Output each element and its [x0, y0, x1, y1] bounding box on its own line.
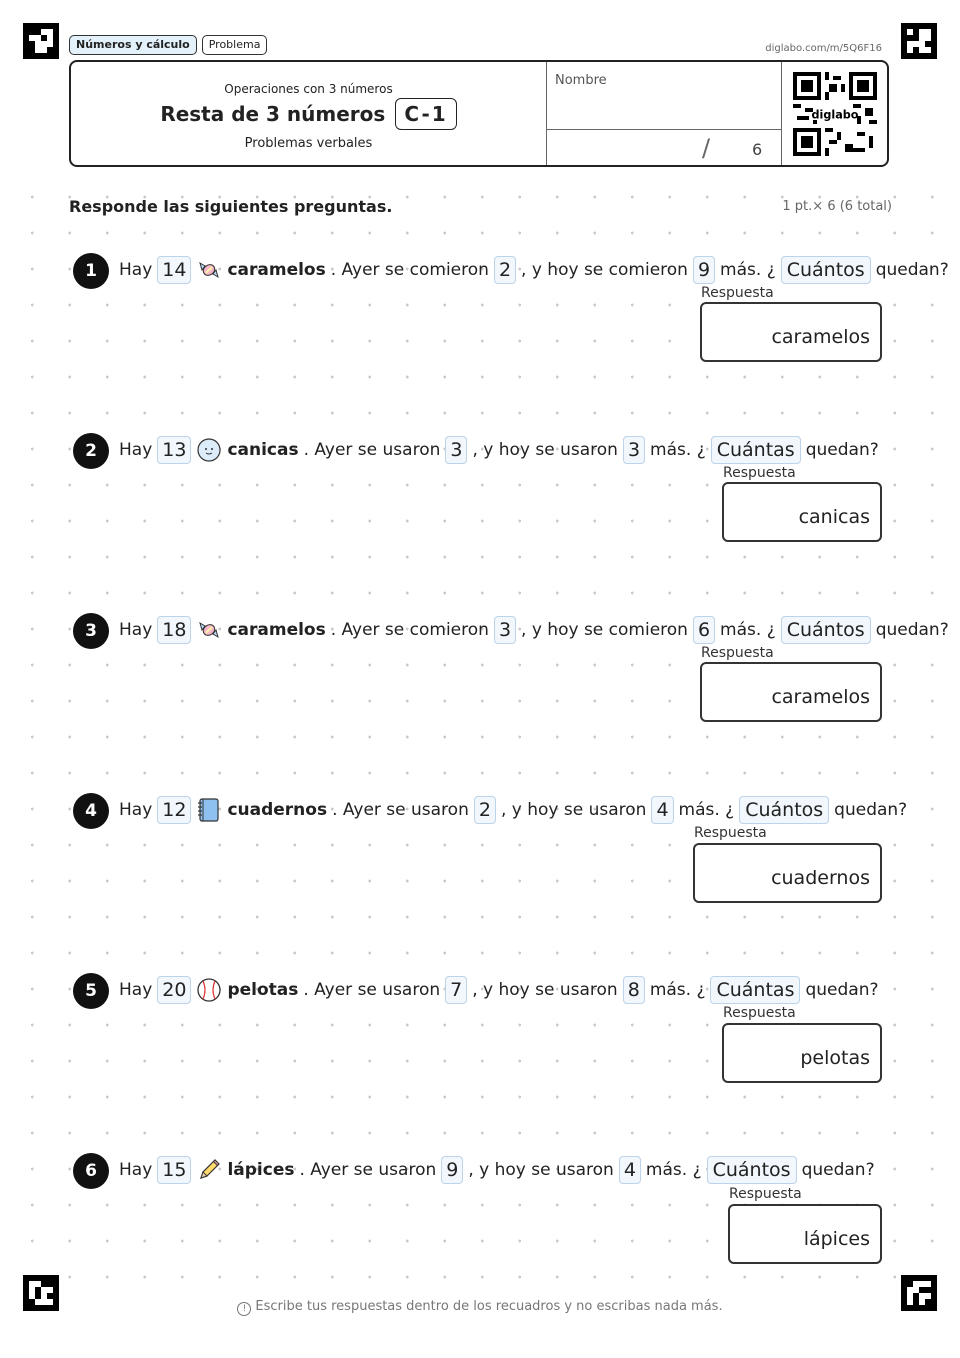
number-box: 4 — [651, 796, 673, 824]
corner-marker-icon — [901, 23, 937, 59]
answer-unit: caramelos — [771, 326, 870, 348]
pencil-icon — [196, 1157, 222, 1183]
question-3 — [73, 613, 949, 763]
question-1 — [73, 253, 949, 403]
number-box: 8 — [623, 976, 645, 1004]
answer-unit: cuadernos — [771, 867, 870, 889]
text-ayer: . Ayer se comieron — [330, 620, 489, 640]
question-text — [119, 975, 879, 1005]
tag-type: Problema — [202, 35, 268, 55]
number-box: 13 — [157, 436, 191, 464]
number-box: 6 — [693, 616, 715, 644]
answer-label: Respuesta — [729, 1186, 802, 1202]
text-hay: Hay — [119, 980, 153, 1000]
answer-box[interactable] — [700, 302, 882, 362]
text-hoy: , y hoy se usaron — [472, 440, 618, 460]
question-word-box: Cuántos — [739, 796, 829, 824]
footer-note — [0, 1299, 960, 1316]
baseball-icon — [196, 977, 222, 1003]
number-box: 2 — [494, 256, 516, 284]
candy-icon — [196, 617, 222, 643]
item-name: caramelos — [227, 620, 326, 640]
score-slash: / — [702, 134, 711, 162]
svg-text:diglabo: diglabo — [811, 108, 859, 122]
text-hoy: , y hoy se usaron — [468, 1160, 614, 1180]
number-box: 3 — [445, 436, 467, 464]
name-score-block — [546, 62, 782, 165]
text-hoy: , y hoy se comieron — [521, 620, 688, 640]
name-label: Nombre — [555, 73, 607, 88]
answer-label: Respuesta — [723, 465, 796, 481]
candy-icon — [196, 257, 222, 283]
number-box: 15 — [157, 1156, 191, 1184]
text-mas: más. ¿ — [678, 800, 735, 820]
number-box: 3 — [623, 436, 645, 464]
text-mas: más. ¿ — [650, 440, 706, 460]
text-mas: más. ¿ — [720, 620, 776, 640]
question-number: 4 — [73, 793, 109, 829]
worksheet-header — [69, 60, 889, 167]
number-box: 18 — [157, 616, 191, 644]
text-hay: Hay — [119, 440, 153, 460]
question-word-box: Cuántas — [710, 976, 800, 1004]
page-url: diglabo.com/m/5Q6F16 — [765, 43, 882, 54]
worksheet-title: Resta de 3 números — [160, 102, 386, 126]
number-box: 2 — [474, 796, 496, 824]
question-text — [119, 615, 949, 645]
question-5 — [73, 973, 893, 1123]
text-mas: más. ¿ — [720, 260, 776, 280]
answer-box[interactable] — [722, 482, 882, 542]
text-quedan: quedan? — [875, 260, 949, 280]
item-name: pelotas — [227, 980, 299, 1000]
info-icon: ! — [237, 1302, 251, 1316]
answer-box[interactable] — [693, 843, 882, 903]
question-number: 2 — [73, 433, 109, 469]
question-number: 3 — [73, 613, 109, 649]
question-text — [119, 435, 879, 465]
text-quedan: quedan? — [805, 980, 879, 1000]
answer-box[interactable] — [728, 1204, 882, 1264]
question-word-box: Cuántos — [781, 256, 871, 284]
answer-label: Respuesta — [723, 1005, 796, 1021]
notebook-icon — [196, 797, 222, 823]
number-box: 12 — [157, 796, 191, 824]
text-quedan: quedan? — [801, 1160, 875, 1180]
item-name: caramelos — [227, 260, 326, 280]
number-box: 9 — [441, 1156, 463, 1184]
points-summary: 1 pt.× 6 (6 total) — [782, 199, 892, 214]
text-ayer: . Ayer se usaron — [303, 980, 441, 1000]
question-word-box: Cuántos — [707, 1156, 797, 1184]
text-quedan: quedan? — [834, 800, 908, 820]
text-mas: más. ¿ — [645, 1160, 702, 1180]
text-hay: Hay — [119, 260, 153, 280]
text-ayer: . Ayer se comieron — [330, 260, 489, 280]
question-number: 5 — [73, 973, 109, 1009]
title-block — [71, 62, 547, 165]
worksheet-subtitle-top: Operaciones con 3 números — [224, 82, 393, 96]
answer-unit: pelotas — [800, 1047, 870, 1069]
marble-icon — [196, 437, 222, 463]
text-ayer: . Ayer se usaron — [332, 800, 469, 820]
worksheet-subtitle-bottom: Problemas verbales — [244, 136, 373, 151]
question-4 — [73, 793, 908, 943]
number-box: 20 — [157, 976, 191, 1004]
category-tags — [69, 35, 267, 55]
answer-unit: lápices — [803, 1228, 870, 1250]
answer-label: Respuesta — [701, 645, 774, 661]
text-hoy: , y hoy se comieron — [521, 260, 688, 280]
text-hay: Hay — [119, 620, 153, 640]
question-6 — [73, 1153, 893, 1303]
item-name: cuadernos — [227, 800, 328, 820]
text-hay: Hay — [119, 1160, 153, 1180]
answer-unit: canicas — [798, 506, 870, 528]
text-ayer: . Ayer se usaron — [303, 440, 441, 460]
qr-code-icon — [793, 72, 877, 156]
question-number: 1 — [73, 253, 109, 289]
footer-text: Escribe tus respuestas dentro de los recuadros y no escribas nada más. — [255, 1299, 723, 1314]
question-word-box: Cuántas — [711, 436, 801, 464]
question-word-box: Cuántos — [781, 616, 871, 644]
item-name: canicas — [227, 440, 299, 460]
question-text — [119, 1155, 875, 1185]
text-quedan: quedan? — [875, 620, 949, 640]
instructions: Responde las siguientes preguntas. — [69, 197, 393, 216]
answer-unit: caramelos — [771, 686, 870, 708]
divider — [546, 129, 781, 130]
text-hay: Hay — [119, 800, 153, 820]
answer-box[interactable] — [722, 1023, 882, 1083]
number-box: 4 — [619, 1156, 641, 1184]
answer-label: Respuesta — [701, 285, 774, 301]
number-box: 14 — [157, 256, 191, 284]
question-number: 6 — [73, 1153, 109, 1189]
question-text — [119, 255, 949, 285]
question-text — [119, 795, 907, 825]
text-quedan: quedan? — [805, 440, 879, 460]
text-hoy: , y hoy se usaron — [472, 980, 618, 1000]
level-badge: C-1 — [395, 98, 456, 130]
number-box: 7 — [445, 976, 467, 1004]
answer-label: Respuesta — [694, 825, 767, 841]
text-mas: más. ¿ — [649, 980, 706, 1000]
question-2 — [73, 433, 893, 583]
number-box: 9 — [693, 256, 715, 284]
text-hoy: , y hoy se usaron — [500, 800, 647, 820]
tag-category: Números y cálculo — [69, 35, 197, 55]
score-total: 6 — [752, 140, 763, 159]
text-ayer: . Ayer se usaron — [299, 1160, 437, 1180]
number-box: 3 — [494, 616, 516, 644]
answer-box[interactable] — [700, 662, 882, 722]
corner-marker-icon — [23, 23, 59, 59]
item-name: lápices — [227, 1160, 295, 1180]
